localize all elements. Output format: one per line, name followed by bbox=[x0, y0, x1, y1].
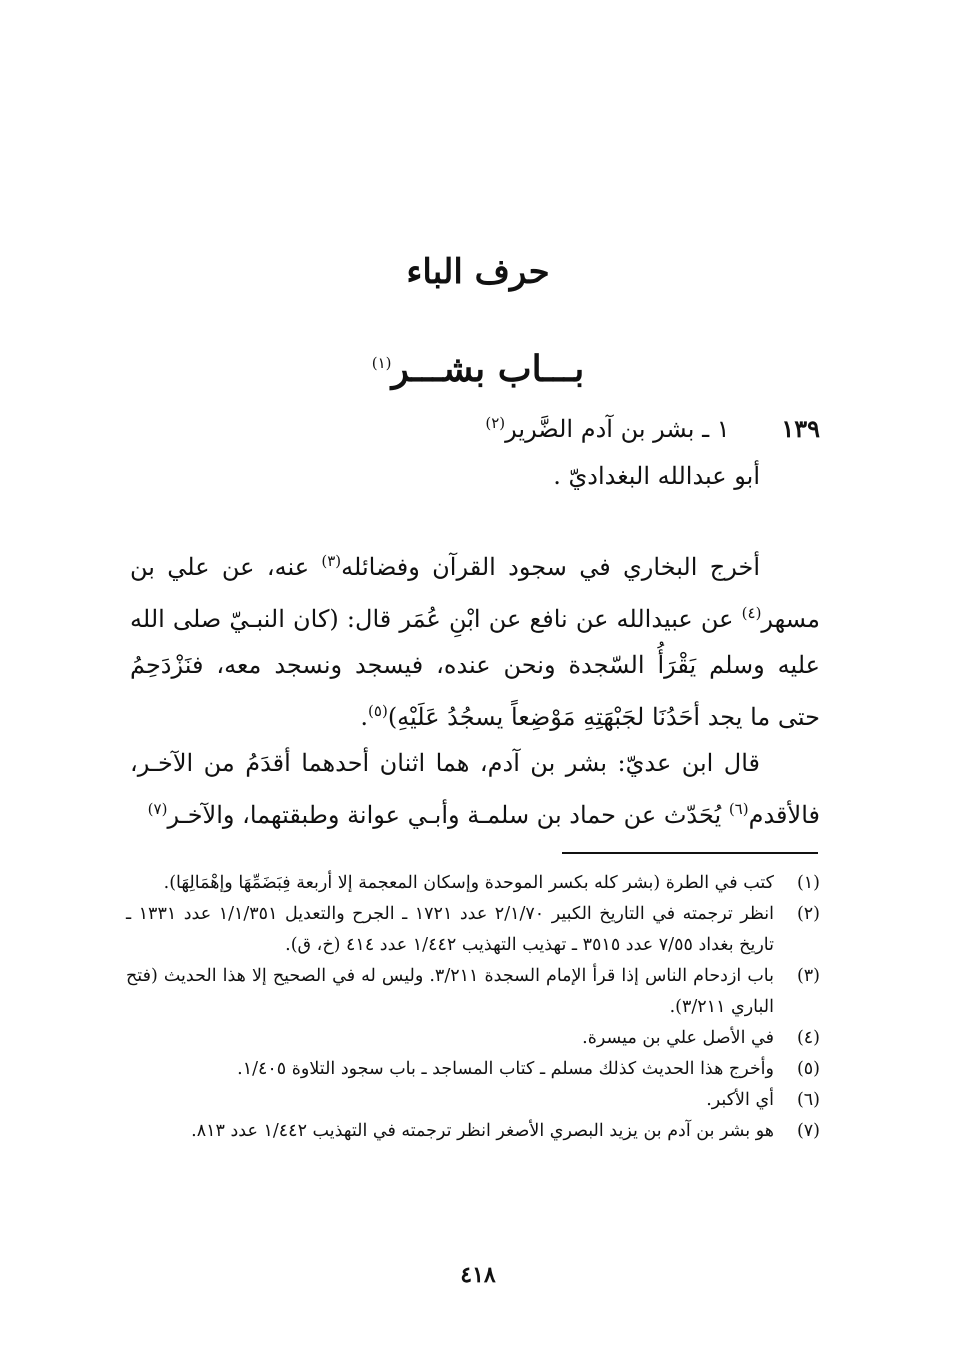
paragraph-text: عن عبيدالله عن نافع عن ابْنِ عُمَر قال: (كان النبـيّ صلى الله عليه وسلم يَقْرَأُ السّجدة ونحن عنده، فيسجد ونسجد معه، فنَزْدَحِمُ حتى ما يجد أحَدُنَا لجَبْهَتِهِ مَوْضِعاً يسجُدُ عَلَيْهِ) bbox=[130, 605, 820, 731]
entry-number: ١٣٩ bbox=[781, 414, 820, 443]
footnote-label: (١) bbox=[796, 873, 820, 893]
footnote-item bbox=[126, 961, 820, 1023]
paragraph-text: أخرج البخاري في سجود القرآن وفضائله bbox=[341, 553, 760, 581]
footnote-ref: (٦) bbox=[728, 800, 749, 818]
footnote-ref: (٥) bbox=[368, 702, 388, 720]
footnote-item bbox=[126, 1085, 820, 1116]
footnote-ref: (٢) bbox=[485, 414, 506, 432]
footnote-label: (٣) bbox=[796, 966, 820, 986]
footnote-text: في الأصل علي بن ميسرة. bbox=[582, 1028, 774, 1048]
footnote-text: انظر ترجمته في التاريخ الكبير ٢/١/٧٠ عدد ١٧٢١ ـ الجرح والتعديل ١/١/٣٥١ عدد ١٣٣١ ـ تاريخ بغداد ٧/٥٥ عدد ٣٥١٥ ـ تهذيب التهذيب ١/٤٤٢ عدد ٤١٤ (خ، ق). bbox=[126, 904, 775, 955]
bab-title-text: بـــاب بشـــر bbox=[391, 348, 585, 390]
footnote-label: (٧) bbox=[796, 1121, 820, 1141]
entry-sequence: ١ ـ bbox=[702, 415, 730, 443]
footnotes bbox=[126, 868, 820, 1147]
entry-name: بشر بن آدم الضَّرير bbox=[505, 415, 695, 443]
paragraph-text: قال ابن عديّ: بشر بن آدم، هما اثنان أحدهما أقدَمُ من الآخـر، فالأقدم bbox=[130, 749, 820, 829]
footnote-label: (٢) bbox=[796, 904, 820, 924]
footnote-item bbox=[126, 1023, 820, 1054]
entry-kunya: أبو عبدالله البغداديّ . bbox=[553, 462, 760, 490]
footnote-ref: (٣) bbox=[321, 552, 342, 570]
paragraph-text: . bbox=[360, 703, 369, 731]
footnote-text: وأخرج هذا الحديث كذلك مسلم ـ كتاب المساجد ـ باب سجود التلاوة ١/٤٠٥. bbox=[237, 1059, 774, 1079]
body-paragraph-1 bbox=[130, 538, 820, 740]
footnote-separator bbox=[562, 852, 818, 854]
footnote-label: (٦) bbox=[796, 1090, 820, 1110]
footnote-item bbox=[126, 1054, 820, 1085]
chapter-title: حرف الباء bbox=[406, 252, 550, 292]
footnote-ref: (٤) bbox=[741, 604, 762, 622]
footnote-ref: (١) bbox=[371, 354, 392, 372]
footnote-ref: (٧) bbox=[147, 800, 168, 818]
footnote-label: (٥) bbox=[796, 1059, 820, 1079]
entry-heading bbox=[120, 414, 820, 443]
body-paragraph-2 bbox=[130, 740, 820, 838]
footnote-text: هو بشر بن آدم بن يزيد البصري الأصغر انظر ترجمته في التهذيب ١/٤٤٢ عدد ٨١٣. bbox=[191, 1121, 774, 1141]
bab-title bbox=[0, 348, 956, 390]
footnote-text: أي الأكبر. bbox=[706, 1090, 774, 1110]
footnote-label: (٤) bbox=[796, 1028, 820, 1048]
footnote-item bbox=[126, 868, 820, 899]
paragraph-text: عنه، عن علي بن مسهر bbox=[130, 553, 820, 633]
footnote-item bbox=[126, 1116, 820, 1147]
paragraph-text: يُحَدّث عن حماد بن سلمـة وأبـي عوانة وطبقتهما، والآخـر bbox=[167, 801, 729, 829]
footnote-item bbox=[126, 899, 820, 961]
page-number: ٤١٨ bbox=[460, 1262, 496, 1288]
footnote-text: كتب في الطرة (بشر كله بكسر الموحدة وإسكان المعجمة إلا أربعة فِبَضَمِّهَا وإهْمَالِهَا). bbox=[163, 873, 774, 893]
footnote-text: باب ازدحام الناس إذا قرأ الإمام السجدة ٣/٢١١. وليس له في الصحيح إلا هذا الحديث (فتح الباري ٣/٢١١). bbox=[126, 966, 774, 1017]
